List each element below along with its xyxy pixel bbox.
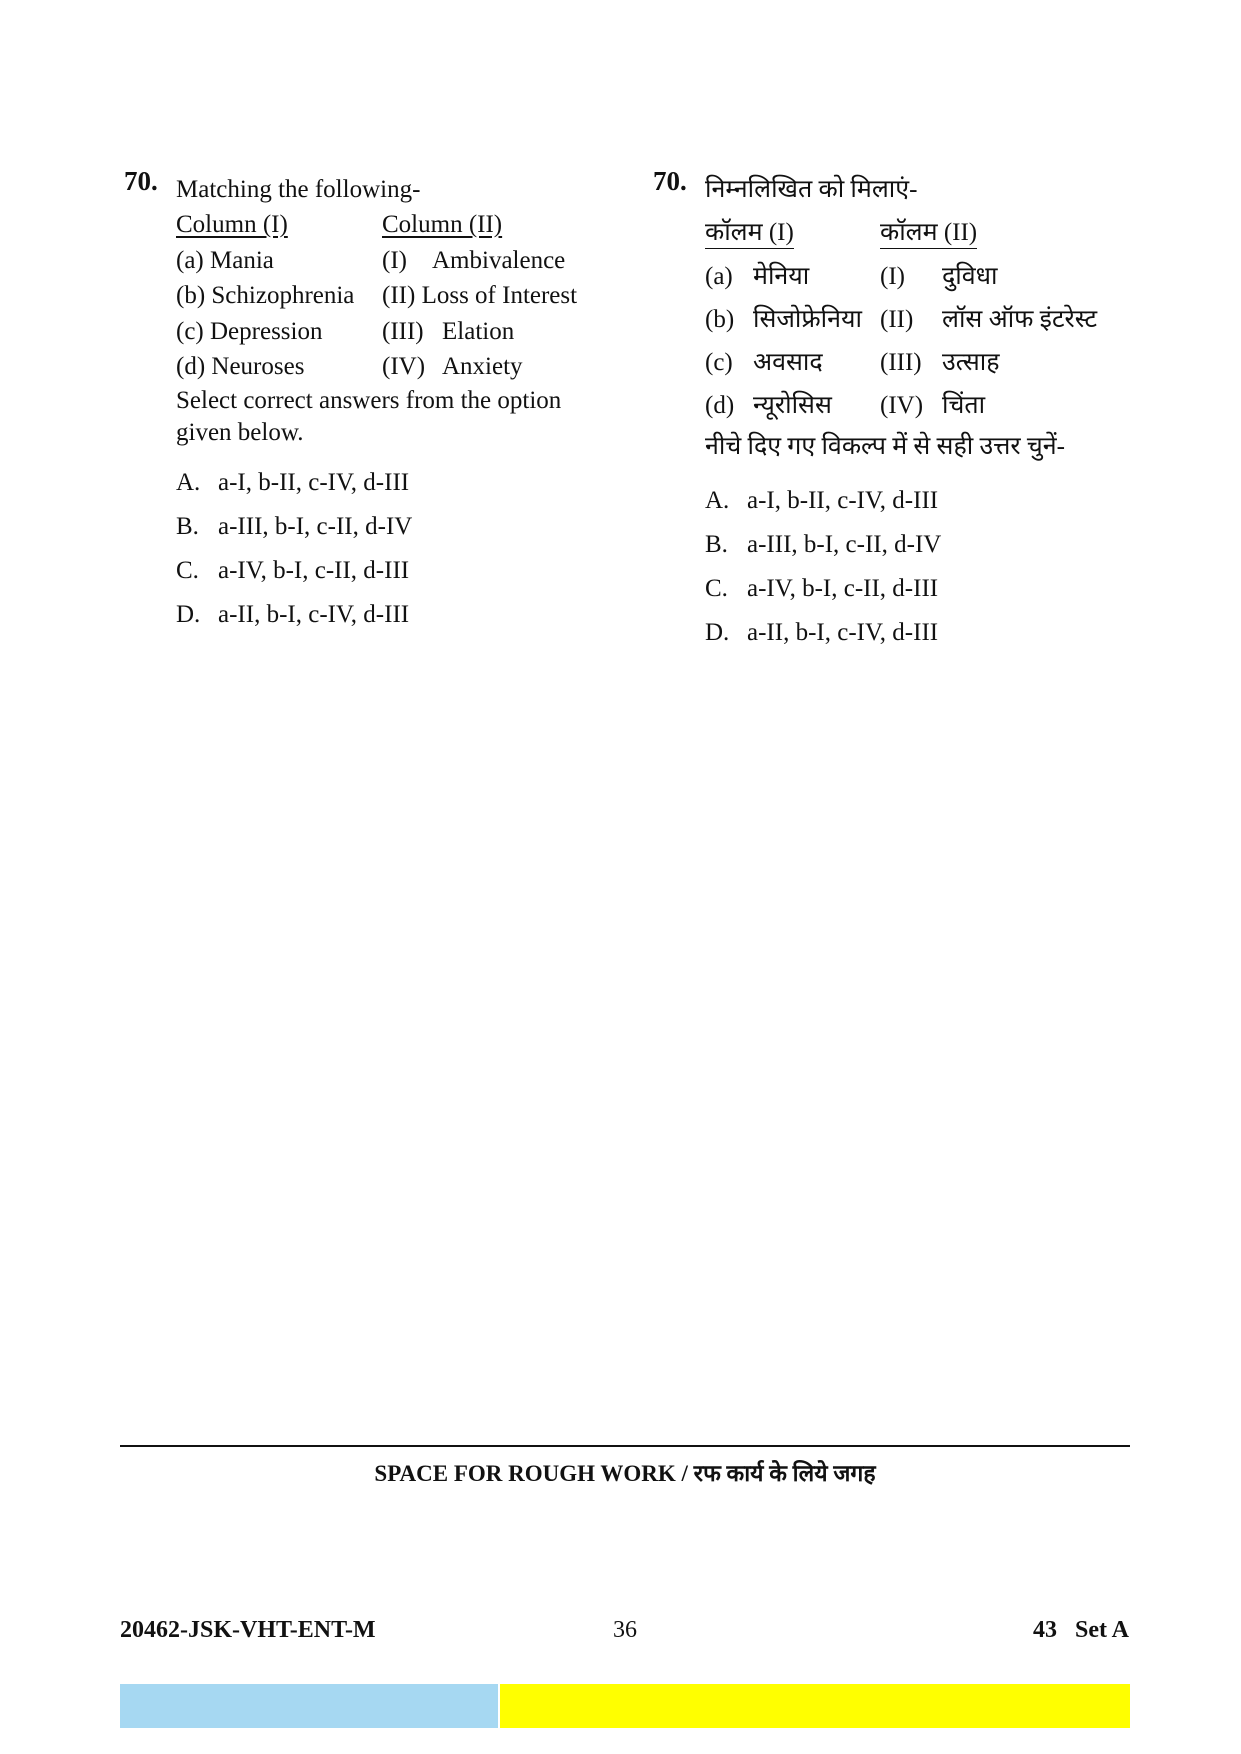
answer-option-c[interactable]: C. a-IV, b-I, c-II, d-III [176, 556, 410, 584]
match-right: उत्साह [942, 349, 1000, 376]
footer-bar-blue [120, 1684, 498, 1728]
match-right: Elation [442, 317, 515, 345]
match-roman: (II) [880, 306, 914, 333]
column-2-header: कॉलम (II) [880, 219, 977, 249]
instruction-text: Select correct answers from the option given below. [176, 386, 562, 446]
question-title: निम्नलिखित को मिलाएं- [705, 176, 918, 203]
rough-work-divider [120, 1445, 1130, 1447]
answer-option-a[interactable]: A. a-I, b-II, c-IV, d-III [705, 487, 939, 514]
answer-options [176, 461, 604, 637]
match-right: चिंता [942, 392, 986, 419]
match-right: Ambivalence [432, 246, 566, 274]
match-left: न्यूरोसिस [753, 392, 832, 419]
answer-option-b[interactable]: B. a-III, b-I, c-II, d-IV [176, 512, 413, 540]
match-left: मेनिया [753, 263, 810, 290]
match-right: Loss of Interest [421, 282, 578, 309]
question-70-english [124, 166, 604, 637]
match-left: (c) Depression [176, 317, 323, 345]
match-left: अवसाद [753, 349, 823, 376]
match-roman: (I) [382, 246, 407, 274]
match-roman: (IV) [880, 392, 924, 419]
set-label: 43 Set A [1033, 1617, 1129, 1643]
match-row [176, 243, 577, 279]
column-1-header: कॉलम (I) [705, 219, 794, 249]
match-roman: (II) [382, 282, 416, 309]
answer-option-d[interactable]: D. a-II, b-I, c-IV, d-III [176, 600, 410, 628]
match-row [176, 314, 577, 350]
match-row: (d) न्यूरोसिस (IV) चिंता [705, 388, 1097, 431]
match-row [176, 349, 577, 385]
answer-option-a[interactable]: A. a-I, b-II, c-IV, d-III [176, 468, 410, 496]
match-right: दुविधा [942, 263, 998, 290]
match-row: (a) मेनिया (I) दुविधा [705, 259, 1097, 302]
rough-work-label: SPACE FOR ROUGH WORK / रफ कार्य के लिये जगह [374, 1461, 876, 1486]
match-row: (c) अवसाद (III) उत्साह [705, 345, 1097, 388]
answer-option-d[interactable]: D. a-II, b-I, c-IV, d-III [705, 619, 939, 646]
match-right: लॉस ऑफ इंटरेस्ट [942, 306, 1098, 333]
match-roman: (III) [880, 349, 922, 376]
column-1-header: Column (I) [176, 211, 288, 238]
match-left: सिजोफ्रेनिया [753, 306, 863, 333]
match-left: (a) Mania [176, 246, 274, 274]
instruction-text: नीचे दिए गए विकल्प में से सही उत्तर चुनें- [705, 433, 1065, 460]
match-table [176, 207, 577, 385]
question-number: 70. [124, 166, 158, 196]
match-roman: (III) [382, 317, 424, 345]
match-right: Anxiety [442, 353, 523, 380]
match-left: (d) Neuroses [176, 353, 305, 380]
column-2-header: Column (II) [382, 211, 503, 238]
match-row: (b) सिजोफ्रेनिया (II) लॉस ऑफ इंटरेस्ट [705, 302, 1097, 345]
paper-code: 20462-JSK-VHT-ENT-M [120, 1617, 376, 1643]
question-number: 70. [653, 166, 687, 196]
match-roman: (I) [880, 263, 905, 290]
question-title: Matching the following- [176, 176, 421, 203]
answer-option-c[interactable]: C. a-IV, b-I, c-II, d-III [705, 575, 939, 602]
answer-option-b[interactable]: B. a-III, b-I, c-II, d-IV [705, 531, 942, 558]
answer-options [705, 479, 1123, 655]
match-table [705, 215, 1097, 431]
match-roman: (IV) [382, 353, 426, 380]
footer-bar-yellow [500, 1684, 1130, 1728]
page-number: 36 [613, 1617, 637, 1643]
match-row [176, 278, 577, 314]
match-left: (b) Schizophrenia [176, 282, 355, 309]
question-70-hindi [653, 166, 1123, 655]
